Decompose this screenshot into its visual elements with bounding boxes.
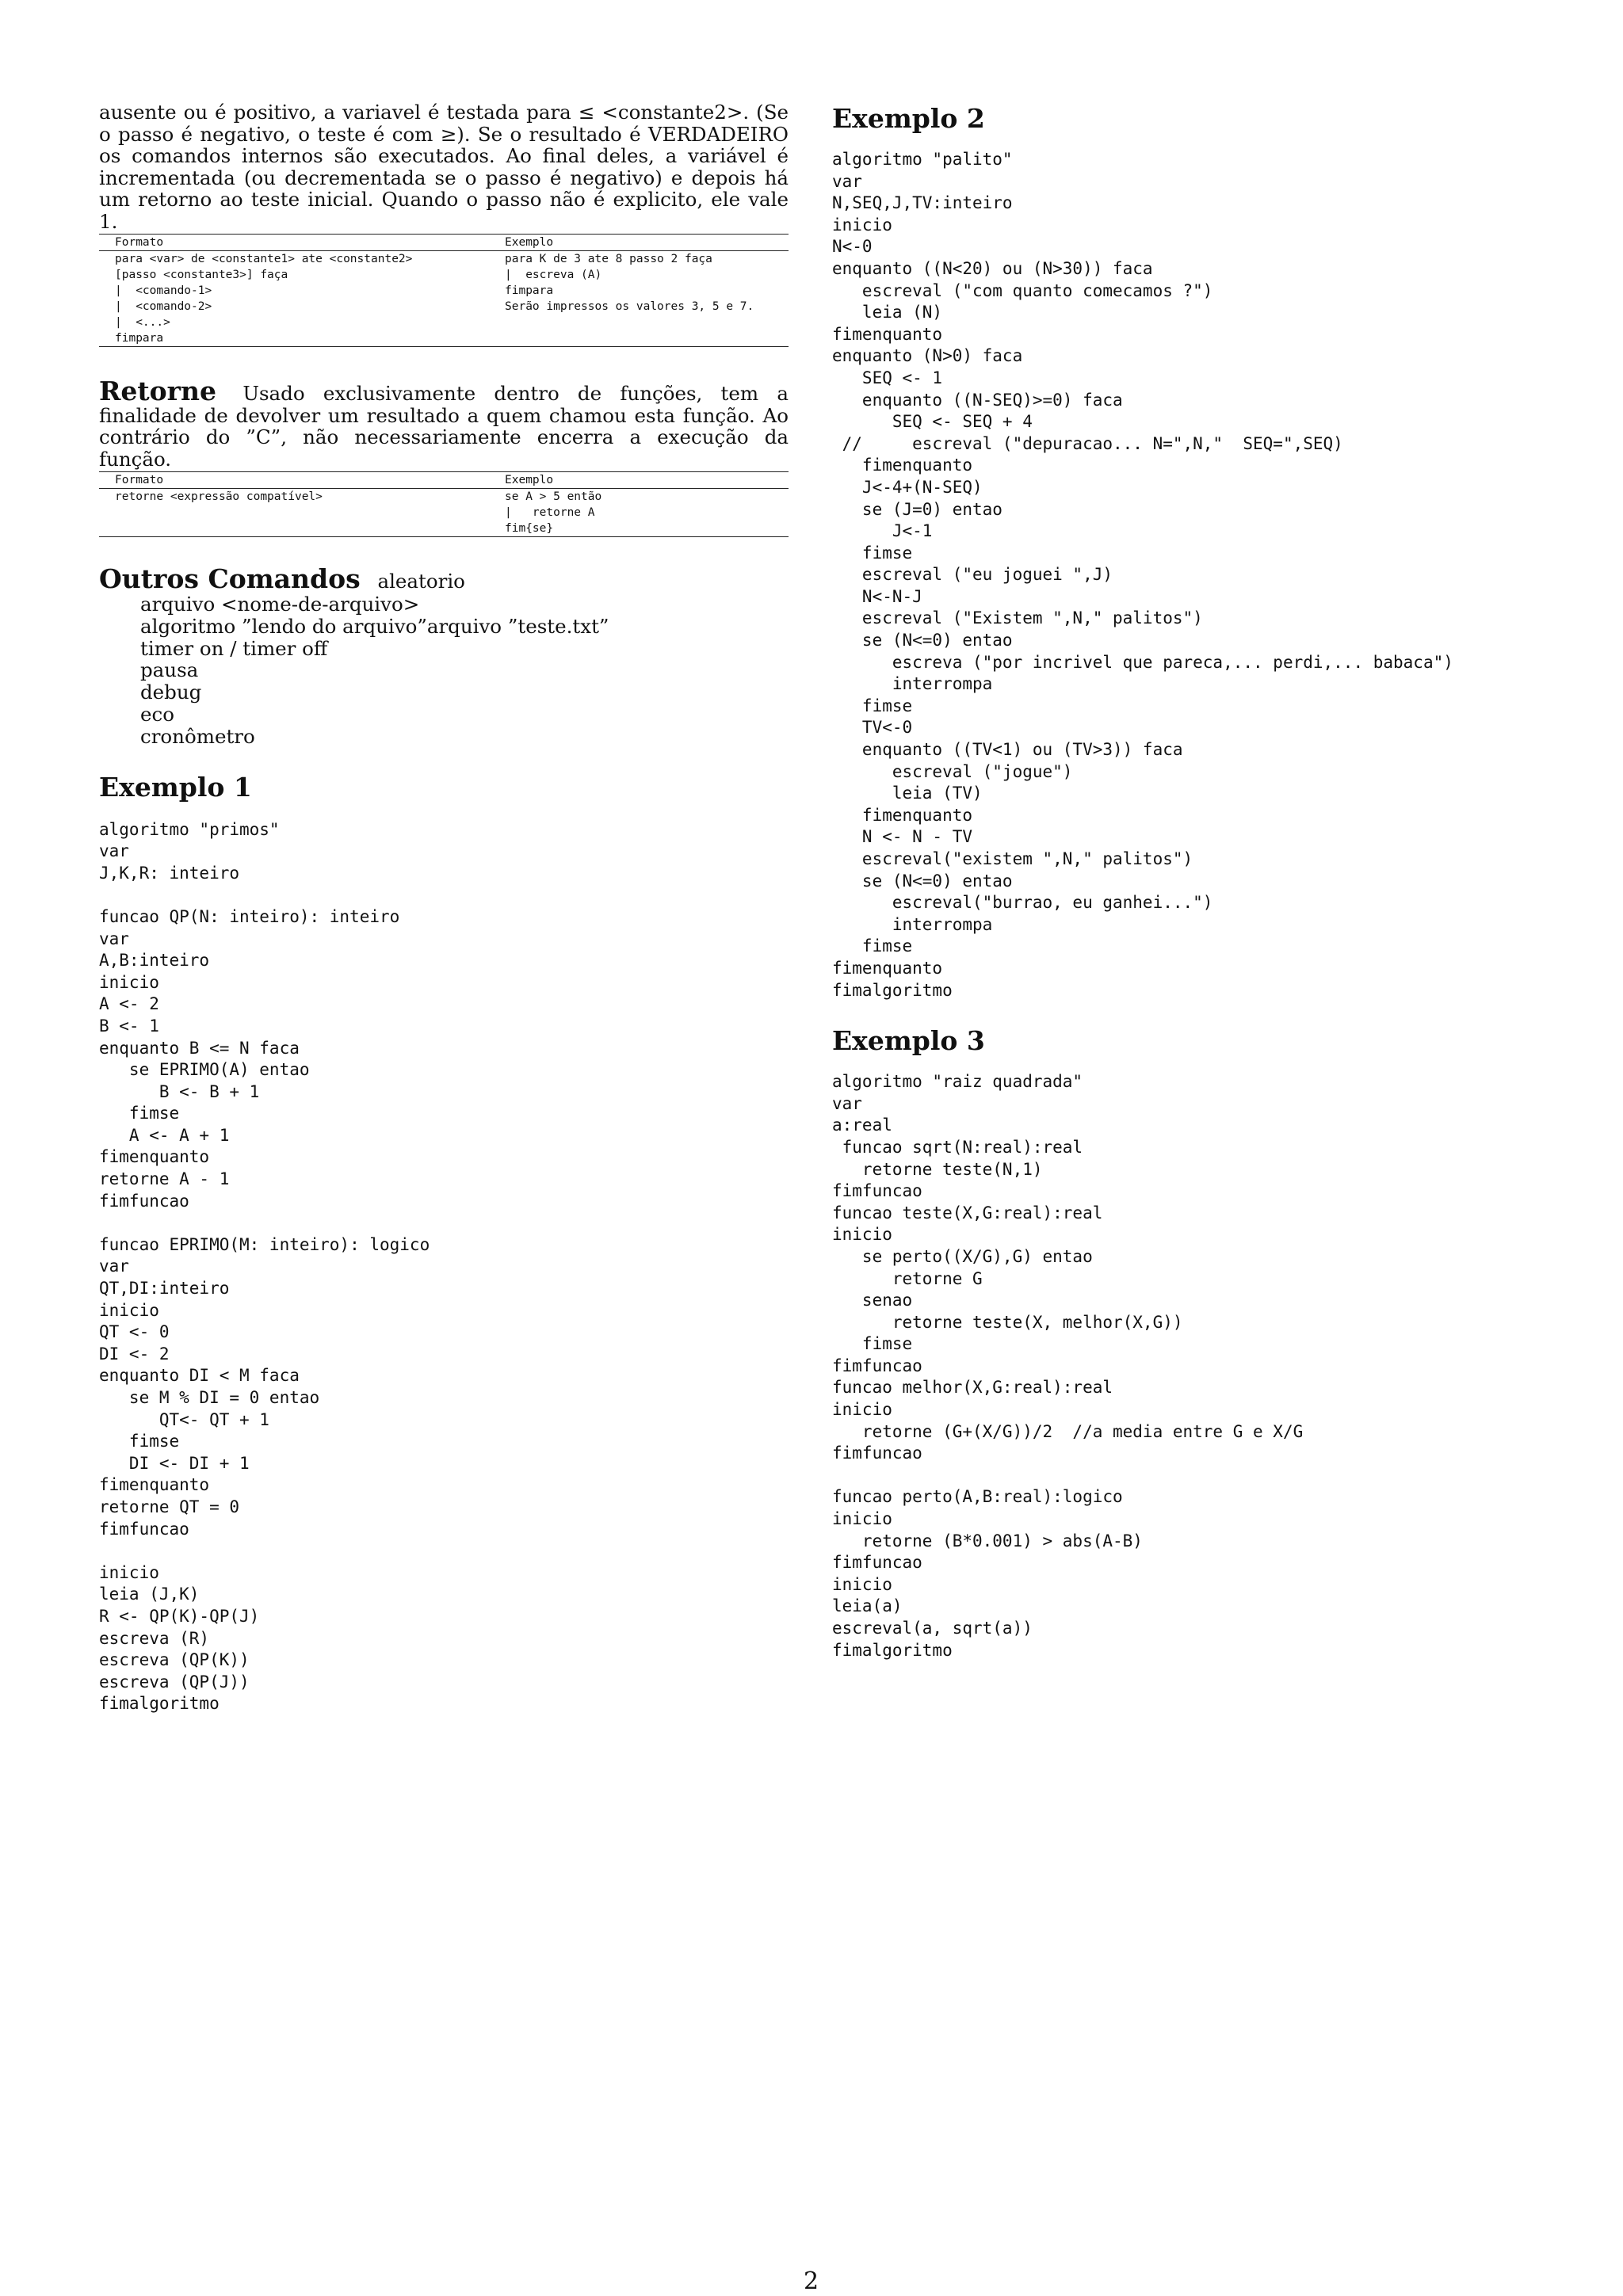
outros-list xyxy=(140,593,789,748)
list-item: eco xyxy=(140,702,174,726)
table-header-exemplo: Exemplo xyxy=(505,236,554,249)
left-column xyxy=(99,95,789,1715)
table-header-formato: Formato xyxy=(115,236,164,249)
exemplo3-code: algoritmo "raiz quadrada" var a:real funcao sqrt(N:real):real retorne teste(N,1) fimfuncao funcao teste(X,G:real):real inicio se perto((X/G),G) entao retorne G senao retorne teste(X, melhor(X,G)) fimse fimfuncao funcao melhor(X,G:real):real inicio retorne (G+(X/G))/2 //a media entre G e X/G fimfuncao funcao perto(A,B:real):logico inicio retorne (B*0.001) > abs(A-B) fimfuncao inicio leia(a) escreval(a, sqrt(a)) fimalgoritmo xyxy=(832,1072,1304,1660)
exemplo3-heading: Exemplo 3 xyxy=(832,1025,985,1057)
loop-paragraph: ausente ou é positivo, a variavel é testada para ≤ <constante2>. (Se o passo é negativo, o teste é com ≥). Se o resultado é VERDADEIRO os comandos internos são executados. Ao final deles, a variável é incrementada (ou decrementada se o passo é negativo) e depois há um retorno ao teste inicial. Quando o passo não é explicito, ele vale 1. xyxy=(99,101,789,233)
outros-heading: Outros Comandos xyxy=(99,563,361,594)
exemplo2-heading: Exemplo 2 xyxy=(832,103,985,134)
exemplo3-section xyxy=(832,1025,1545,1661)
table-header-exemplo: Exemplo xyxy=(505,474,554,486)
retorne-exemplo-cell: se A > 5 então | retorne A fim{se} xyxy=(505,490,602,535)
right-column xyxy=(832,95,1545,1661)
table-header-formato: Formato xyxy=(115,474,164,486)
page-number: 2 xyxy=(804,2267,819,2295)
list-item: pausa xyxy=(140,658,199,682)
outros-first-item: aleatorio xyxy=(377,570,465,593)
retorne-formato-cell: retorne <expressão compatível> xyxy=(115,490,323,503)
retorne-heading: Retorne xyxy=(99,376,217,406)
list-item: debug xyxy=(140,681,202,704)
exemplo1-heading: Exemplo 1 xyxy=(99,771,252,803)
retorne-paragraph xyxy=(99,376,789,471)
exemplo2-code: algoritmo "palito" var N,SEQ,J,TV:inteiro inicio N<-0 enquanto ((N<20) ou (N>30)) faca escreval ("com quanto comecamos ?") leia (N) fimenquanto enquanto (N>0) faca SEQ <- 1 enquanto ((N-SEQ)>=0) faca SEQ <- SEQ + 4 // escreval ("depuracao... N=",N," SEQ=",SEQ) fimenquanto J<-4+(N-SEQ) se (J=0) entao J<-1 fimse escreval ("eu joguei ",J) N<-N-J escreval ("Existem ",N," palitos") se (N<=0) entao escreva ("por incrivel que pareca,... perdi,... babaca") interrompa fimse TV<-0 enquanto ((TV<1) ou (TV>3)) faca escreval ("jogue") leia (TV) fimenquanto N <- N - TV escreval("existem ",N," palitos") se (N<=0) entao escreval("burrao, eu ganhei...") interrompa fimse fimenquanto fimalgoritmo xyxy=(832,150,1453,1000)
retorne-syntax-table xyxy=(99,471,789,537)
list-item: timer on / timer off xyxy=(140,636,328,660)
exemplo2-section xyxy=(832,103,1545,1001)
para-formato-cell: para <var> de <constante1> ate <constante2> [passo <constante3>] faça | <comando-1> | <comando-2> | <...> fimpara xyxy=(115,253,413,345)
exemplo1-code: algoritmo "primos" var J,K,R: inteiro funcao QP(N: inteiro): inteiro var A,B:inteiro inicio A <- 2 B <- 1 enquanto B <= N faca se EPRIMO(A) entao B <- B + 1 fimse A <- A + 1 fimenquanto retorne A - 1 fimfuncao funcao EPRIMO(M: inteiro): logico var QT,DI:inteiro inicio QT <- 0 DI <- 2 enquanto DI < M faca se M % DI = 0 entao QT<- QT + 1 fimse DI <- DI + 1 fimenquanto retorne QT = 0 fimfuncao inicio leia (J,K) R <- QP(K)-QP(J) escreva (R) escreva (QP(K)) escreva (QP(J)) fimalgoritmo xyxy=(99,819,430,1714)
exemplo1-section xyxy=(99,772,789,1715)
outros-comandos-section xyxy=(99,563,789,748)
retorne-text: Usado exclusivamente dentro de funções, tem a finalidade de devolver um resultado a quem chamou esta função. Ao contrário do ”C”, não necessariamente encerra a execução da função. xyxy=(99,382,789,471)
list-item: algoritmo ”lendo do arquivo”arquivo ”teste.txt” xyxy=(140,614,609,638)
list-item: cronômetro xyxy=(140,724,255,748)
para-syntax-table xyxy=(99,234,789,347)
list-item: arquivo <nome-de-arquivo> xyxy=(140,593,420,616)
para-exemplo-cell: para K de 3 ate 8 passo 2 faça | escreva (A) fimpara Serão impressos os valores 3, 5 e 7. xyxy=(505,253,754,313)
